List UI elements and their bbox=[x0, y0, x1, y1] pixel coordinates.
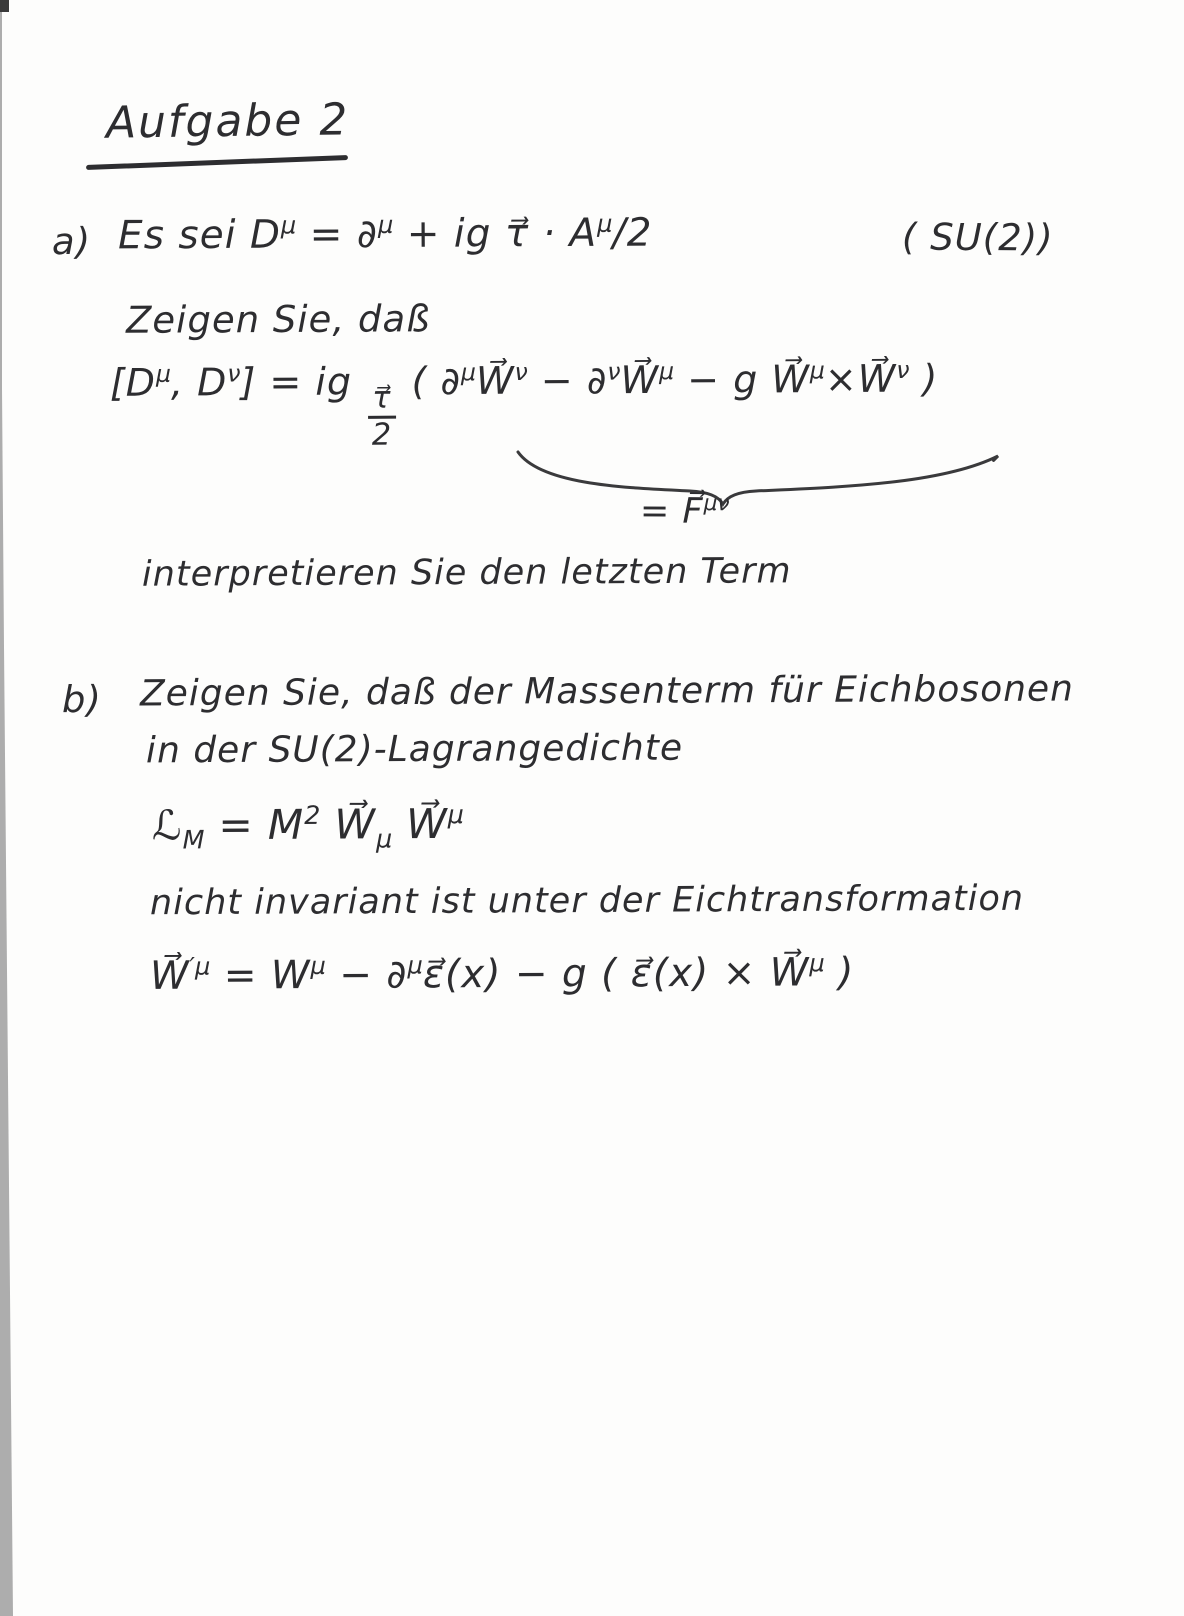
part-b-mass-term-equation: ℒ$_M$ = $M^2$ $W⃗_\mu$ W⃗$^\mu$ bbox=[151, 799, 464, 855]
part-b-gauge-transformation-equation: W⃗$^{'\mu}$ = $W^\mu$ − ∂$^\mu$ε⃗(x) − g ( ε⃗(x) × W⃗$^\mu$ ) bbox=[149, 949, 855, 999]
part-b-label: b) bbox=[61, 677, 103, 722]
part-a-interpret-line: interpretieren Sie den letzten Term bbox=[141, 551, 792, 595]
part-a-label: a) bbox=[51, 219, 92, 264]
underbrace-icon bbox=[512, 446, 1004, 508]
part-a-group-note: ( SU(2)) bbox=[901, 215, 1054, 260]
page-title: Aufgabe 2 bbox=[105, 94, 350, 149]
part-b-line2: in der SU(2)-Lagrangedichte bbox=[145, 727, 684, 772]
part-b-line1: Zeigen Sie, daß der Massenterm für Eichbosonen bbox=[139, 668, 1075, 715]
scanner-corner-mark bbox=[0, 0, 9, 12]
part-a-commutator-equation: [$D^\mu$, $D^\nu$] = ig $\frac{\tau⃗}{2}$ ( ∂$^\mu$W⃗$^\nu$ − ∂$^\nu$W⃗$^\mu$ − g W⃗$^\mu$×W⃗$^\nu$ ) bbox=[109, 355, 939, 454]
part-a-covariant-derivative-equation: Es sei $D^\mu = \partial^\mu$ + ig τ⃗ · $A^\mu/2$ bbox=[117, 209, 653, 259]
field-strength-annotation: = F⃗$^{\mu\nu}$ bbox=[639, 491, 730, 532]
title-underline bbox=[86, 155, 348, 170]
part-b-line3: nicht invariant ist unter der Eichtransformation bbox=[149, 878, 1025, 924]
part-a-show-line: Zeigen Sie, daß bbox=[125, 297, 431, 342]
scanner-edge-shadow bbox=[0, 0, 16, 1616]
